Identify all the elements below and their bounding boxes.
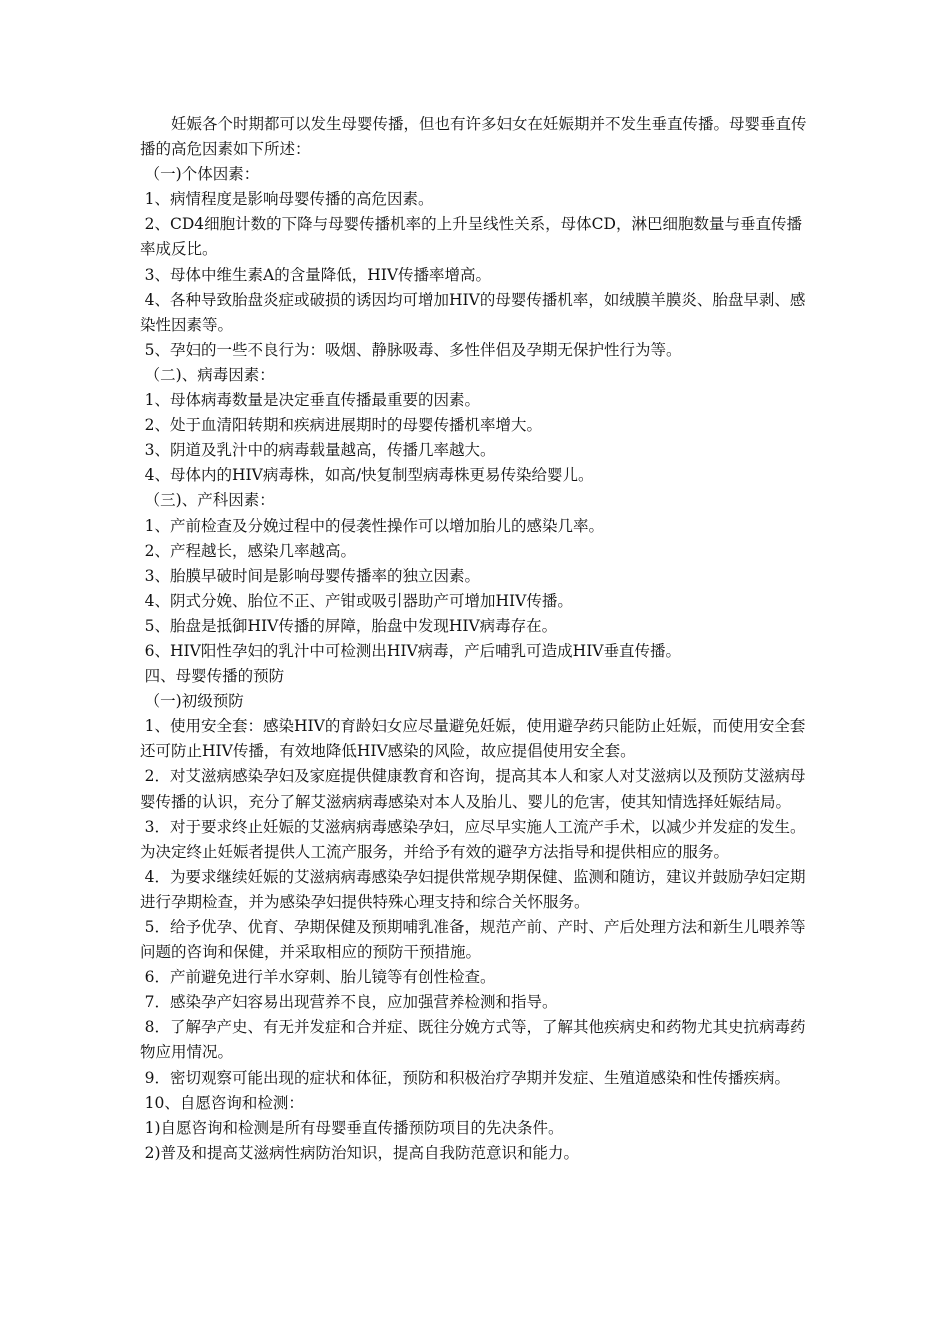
section-heading-individual: （一)个体因素：: [144, 165, 260, 184]
section-heading-primary-prevention: （一)初级预防: [144, 692, 244, 711]
list-item: 2、产程越长，感染几率越高。: [144, 541, 357, 560]
list-item: 2．对艾滋病感染孕妇及家庭提供健康教育和咨询，提高其本人和家人对艾滋病以及预防艾滋病母婴传播的认识，充分了解艾滋病病毒感染对本人及胎儿、婴儿的危害，使其知情选择妊娠结局。: [140, 767, 806, 811]
list-item: 3、胎膜早破时间是影响母婴传播率的独立因素。: [144, 566, 481, 585]
list-item: 7．感染孕产妇容易出现营养不良，应加强营养检测和指导。: [144, 993, 558, 1012]
list-item: 1、产前检查及分娩过程中的侵袭性操作可以增加胎儿的感染几率。: [144, 516, 605, 535]
list-item: 1、病情程度是影响母婴传播的高危因素。: [144, 190, 434, 209]
list-item: 4．为要求继续妊娠的艾滋病病毒感染孕妇提供常规孕期保健、监测和随访，建议并鼓励孕妇定期进行孕期检查，并为感染孕妇提供特殊心理支持和综合关怀服务。: [140, 867, 806, 911]
list-item: 8．了解孕产史、有无并发症和合并症、既往分娩方式等，了解其他疾病史和药物尤其史抗病毒药物应用情况。: [140, 1018, 806, 1062]
section-heading-obstetric: （三)、产科因素：: [144, 491, 275, 510]
intro-paragraph: 妊娠各个时期都可以发生母婴传播，但也有许多妇女在妊娠期并不发生垂直传播。母婴垂直传播的高危因素如下所述：: [140, 115, 807, 159]
list-item: 4、各种导致胎盘炎症或破损的诱因均可增加HIV的母婴传播机率，如绒膜羊膜炎、胎盘早剥、感染性因素等。: [140, 290, 806, 334]
list-item: 3．对于要求终止妊娠的艾滋病病毒感染孕妇，应尽早实施人工流产手术，以减少并发症的发生。为决定终止妊娠者提供人工流产服务，并给予有效的避孕方法指导和提供相应的服务。: [140, 817, 806, 861]
list-item: 1、母体病毒数量是决定垂直传播最重要的因素。: [144, 391, 481, 410]
section-heading-prevention: 四、母婴传播的预防: [144, 667, 285, 686]
list-item: 4、母体内的HIV病毒株，如高/快复制型病毒株更易传染给婴儿。: [144, 466, 594, 485]
list-item: 6、HIV阳性孕妇的乳汁中可检测出HIV病毒，产后哺乳可造成HIV垂直传播。: [144, 641, 682, 660]
list-item: 1、使用安全套：感染HIV的育龄妇女应尽量避免妊娠，使用避孕药只能防止妊娠，而使用安全套还可防止HIV传播，有效地降低HIV感染的风险，故应提倡使用安全套。: [140, 717, 806, 761]
list-item: 2)普及和提高艾滋病性病防治知识，提高自我防范意识和能力。: [144, 1143, 580, 1162]
list-item: 1)自愿咨询和检测是所有母婴垂直传播预防项目的先决条件。: [144, 1118, 564, 1137]
document-body: [140, 112, 815, 1166]
list-item: 5、孕妇的一些不良行为：吸烟、静脉吸毒、多性伴侣及孕期无保护性行为等。: [144, 340, 682, 359]
list-item: 3、母体中维生素A的含量降低，HIV传播率增高。: [144, 265, 492, 284]
list-item: 2、处于血清阳转期和疾病进展期时的母婴传播机率增大。: [144, 416, 543, 435]
list-item: 2、CD4细胞计数的下降与母婴传播机率的上升呈线性关系，母体CD，淋巴细胞数量与垂直传播率成反比。: [140, 215, 802, 259]
list-item: 6．产前避免进行羊水穿刺、胎儿镜等有创性检查。: [144, 968, 496, 987]
list-item: 4、阴式分娩、胎位不正、产钳或吸引器助产可增加HIV传播。: [144, 591, 573, 610]
list-item: 5、胎盘是抵御HIV传播的屏障，胎盘中发现HIV病毒存在。: [144, 616, 558, 635]
list-item: 9．密切观察可能出现的症状和体征，预防和积极治疗孕期并发症、生殖道感染和性传播疾病。: [144, 1068, 791, 1087]
list-item: 3、阴道及乳汁中的病毒载量越高，传播几率越大。: [144, 441, 496, 460]
list-item: 10、自愿咨询和检测：: [144, 1093, 304, 1112]
section-heading-virus: （二)、病毒因素：: [144, 365, 275, 384]
list-item: 5．给予优孕、优育、孕期保健及预期哺乳准备，规范产前、产时、产后处理方法和新生儿喂养等问题的咨询和保健，并采取相应的预防干预措施。: [140, 918, 806, 962]
